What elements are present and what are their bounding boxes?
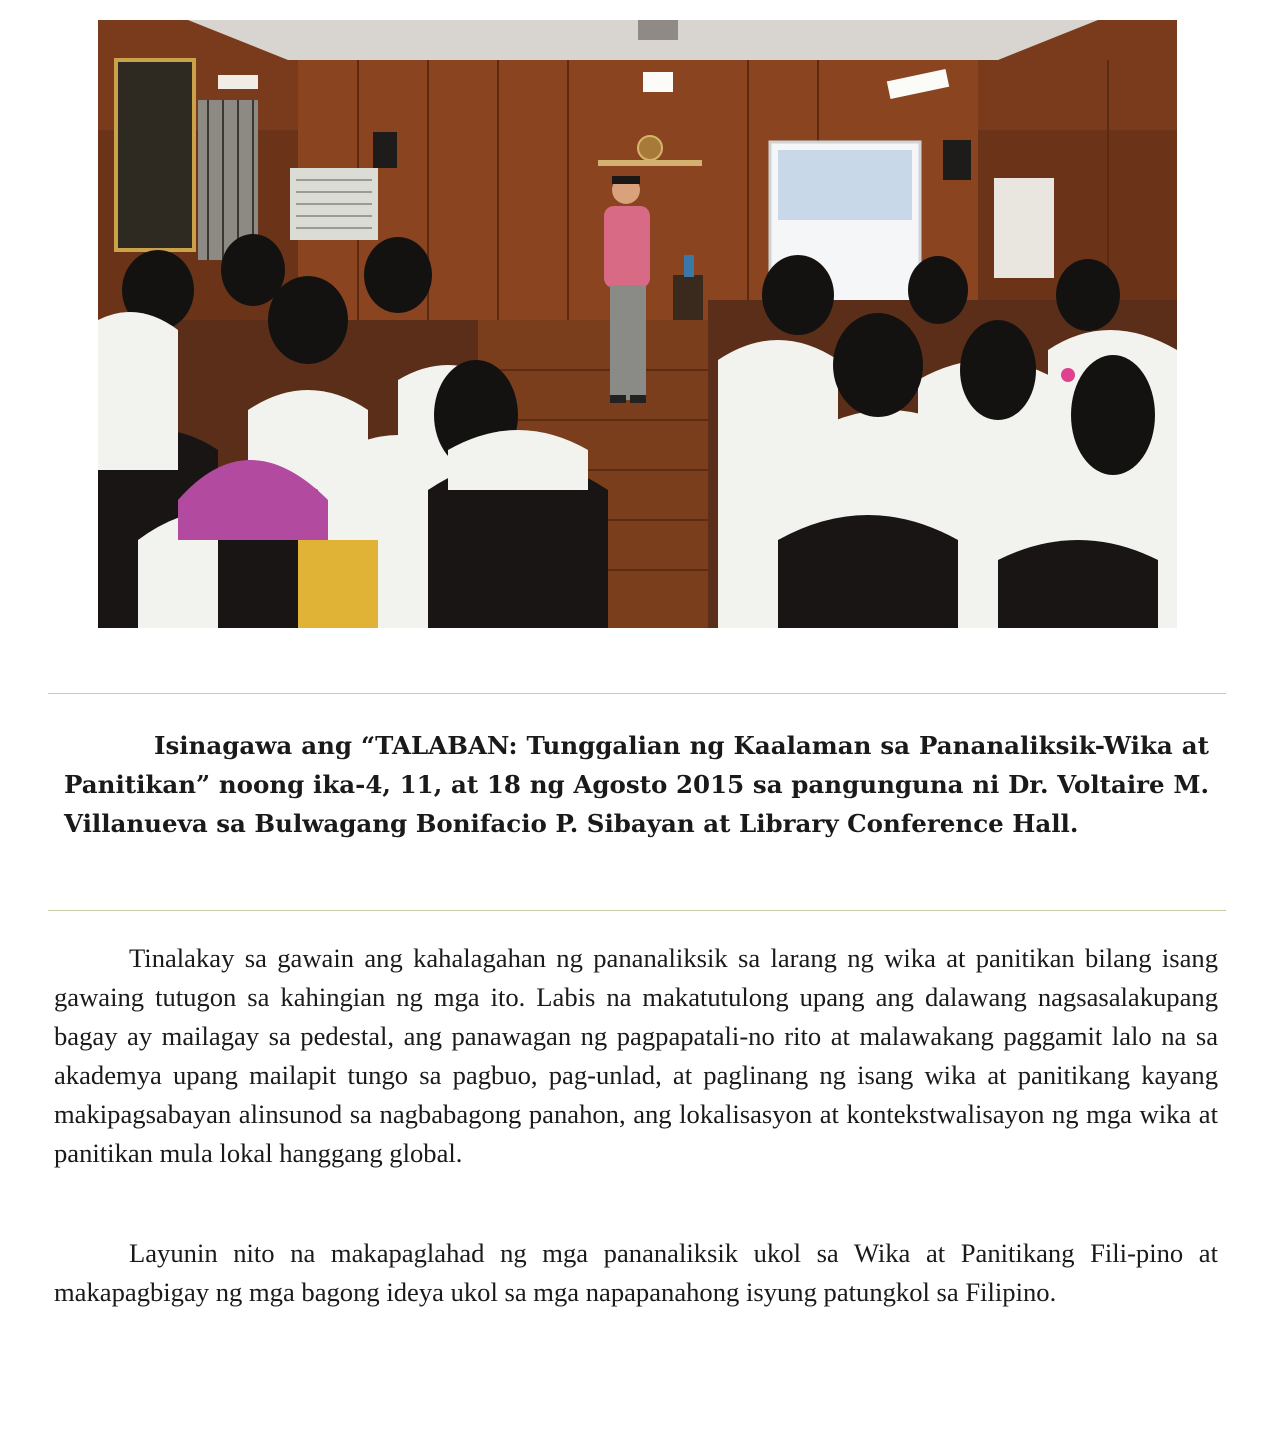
seminar-photo-illustration xyxy=(98,20,1177,628)
speaker-figure xyxy=(604,176,650,403)
caption-bottom-rule xyxy=(48,910,1226,911)
body-paragraph: Tinalakay sa gawain ang kahalagahan ng pananaliksik sa larang ng wika at panitikan bilang isang gawaing tutugon sa kahingian ng mga ito. Labis na makatutulong upang ang dalawang nagsasalakupang bagay ay mailagay sa pedestal, ang panawagan ng pagpapatali-no rito at malawakang paggamit lalo na sa akademya upang mailapit tungo sa pagbuo, pag-unlad, at paglinang ng isang wika at panitikang kayang makipagsabayan alinsunod sa nagbabagong panahon, ang lokalisasyon at kontekstwalisayon ng mga wika at panitikan mula lokal hanggang global. xyxy=(54,943,1218,1168)
body-paragraph: Layunin nito na makapaglahad ng mga pananaliksik ukol sa Wika at Panitikang Fili-pino at makapagbigay ng mga bagong ideya ukol sa mga napapanahong isyung patungkol sa Filipino. xyxy=(54,1238,1218,1307)
event-photo xyxy=(98,20,1177,628)
caption-top-rule xyxy=(48,693,1226,694)
photo-caption: Isinagawa ang “TALABAN: Tunggalian ng Kaalaman sa Pananaliksik-Wika at Panitikan” noong ika-4, 11, at 18 ng Agosto 2015 sa pangunguna ni Dr. Voltaire M. Villanueva sa Bulwagang Bonifacio P. Sibayan at Library Conference Hall. xyxy=(64,731,1209,838)
